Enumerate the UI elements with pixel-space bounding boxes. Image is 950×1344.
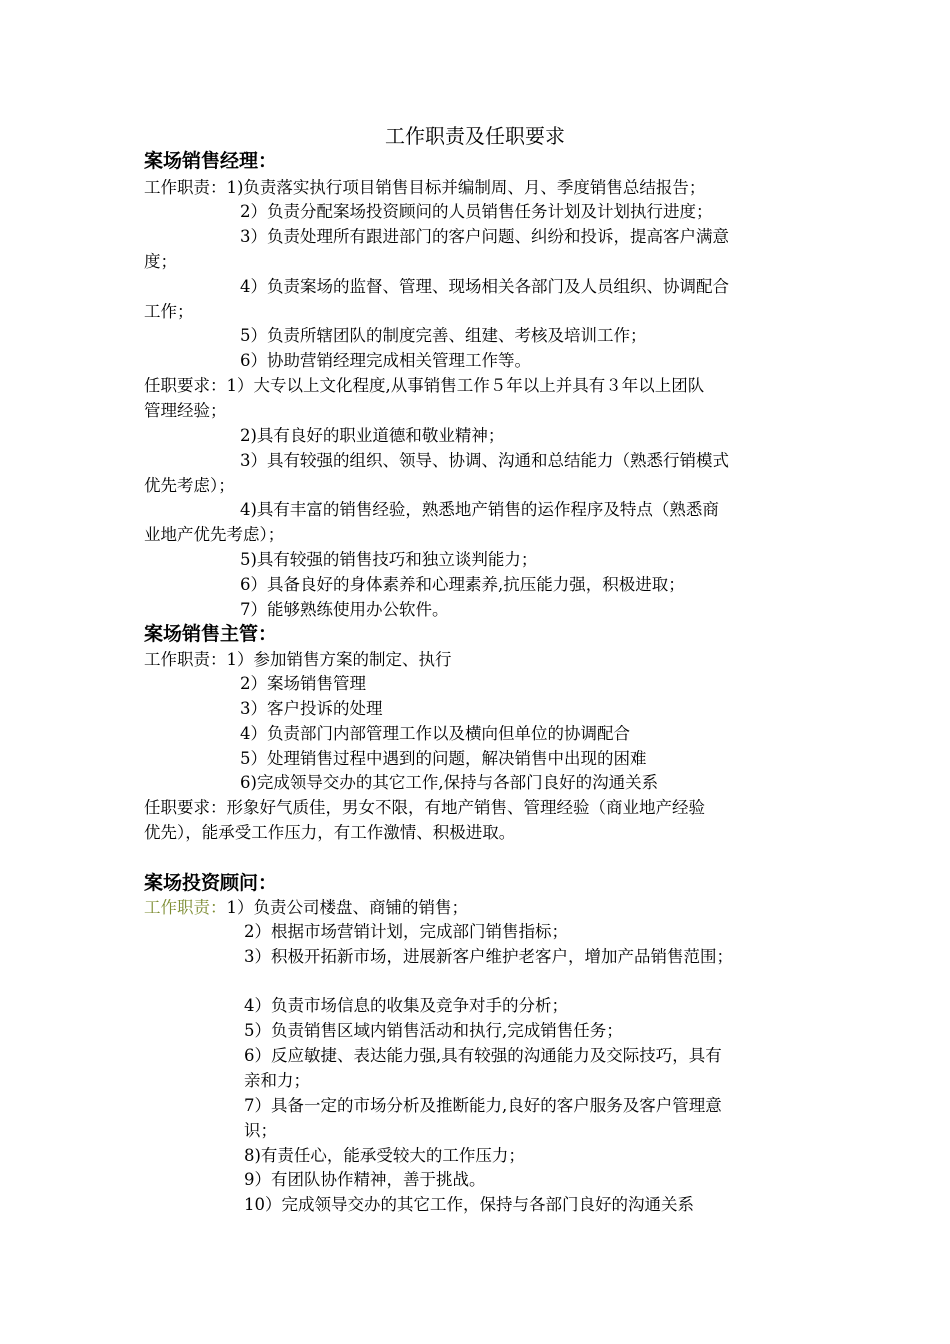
section-heading-consultant: 案场投资顾问：	[144, 872, 278, 894]
consultant-duty-line: 亲和力；	[244, 1071, 310, 1090]
consultant-duty-label: 工作职责：	[144, 898, 227, 917]
manager-duty-line: 2）负责分配案场投资顾问的人员销售任务计划及计划执行进度；	[240, 202, 713, 221]
manager-requirement-line: 优先考虑）；	[144, 476, 235, 495]
section-heading-supervisor: 案场销售主管：	[144, 623, 278, 645]
manager-duty-line: 3）负责处理所有跟进部门的客户问题、纠纷和投诉，提高客户满意	[240, 227, 729, 246]
manager-requirement-line: 管理经验；	[144, 401, 227, 420]
manager-duty-line: 5）负责所辖团队的制度完善、组建、考核及培训工作；	[240, 326, 647, 345]
consultant-duty-line: 3）积极开拓新市场，进展新客户维护老客户，增加产品销售范围；	[244, 947, 733, 966]
consultant-duty-first: 1）负责公司楼盘、商铺的销售；	[226, 898, 468, 917]
document-title: 工作职责及任职要求	[385, 124, 565, 148]
consultant-duty-line: 10）完成领导交办的其它工作，保持与各部门良好的沟通关系	[244, 1195, 694, 1214]
manager-duty-line: 4）负责案场的监督、管理、现场相关各部门及人员组织、协调配合	[240, 277, 729, 296]
consultant-duty-line: 2）根据市场营销计划，完成部门销售指标；	[244, 922, 568, 941]
supervisor-requirement-line: 优先），能承受工作压力，有工作激情、积极进取。	[144, 823, 516, 842]
consultant-duty-line: 4）负责市场信息的收集及竞争对手的分析；	[244, 996, 568, 1015]
consultant-duty-line: 5）负责销售区域内销售活动和执行,完成销售任务；	[244, 1021, 623, 1040]
manager-requirement-line: 6）具备良好的身体素养和心理素养,抗压能力强，积极进取；	[240, 575, 685, 594]
consultant-duty-line: 9）有团队协作精神，善于挑战。	[244, 1170, 486, 1189]
supervisor-requirement-line: 任职要求：形象好气质佳，男女不限，有地产销售、管理经验（商业地产经验	[144, 798, 705, 817]
manager-duty-line: 工作；	[144, 302, 194, 321]
manager-duty-line: 度；	[144, 252, 177, 271]
consultant-duty-line: 8)有责任心，能承受较大的工作压力；	[244, 1146, 525, 1165]
supervisor-duty-line: 3）客户投诉的处理	[240, 699, 383, 718]
manager-requirement-line: 2)具有良好的职业道德和敬业精神；	[240, 426, 505, 445]
supervisor-duty-line: 6)完成领导交办的其它工作,保持与各部门良好的沟通关系	[240, 773, 659, 792]
manager-duty-line: 6）协助营销经理完成相关管理工作等。	[240, 351, 531, 370]
manager-requirement-line: 任职要求：1）大专以上文化程度,从事销售工作５年以上并具有３年以上团队	[144, 376, 705, 395]
section-heading-manager: 案场销售经理：	[144, 150, 278, 172]
manager-requirement-line: 3）具有较强的组织、领导、协调、沟通和总结能力（熟悉行销模式	[240, 451, 729, 470]
manager-requirement-line: 4)具有丰富的销售经验，熟悉地产销售的运作程序及特点（熟悉商	[240, 500, 719, 519]
manager-duty-line: 工作职责：1)负责落实执行项目销售目标并编制周、月、季度销售总结报告；	[144, 178, 706, 197]
supervisor-duty-line: 4）负责部门内部管理工作以及横向但单位的协调配合	[240, 724, 630, 743]
consultant-duty-line	[144, 896, 468, 920]
consultant-duty-line: 6）反应敏捷、表达能力强,具有较强的沟通能力及交际技巧，具有	[244, 1046, 722, 1065]
supervisor-duty-line: 2）案场销售管理	[240, 674, 366, 693]
manager-requirement-line: 7）能够熟练使用办公软件。	[240, 600, 449, 619]
consultant-duty-line: 7）具备一定的市场分析及推断能力,良好的客户服务及客户管理意	[244, 1096, 722, 1115]
manager-requirement-line: 5)具有较强的销售技巧和独立谈判能力；	[240, 550, 538, 569]
supervisor-duty-line: 5）处理销售过程中遇到的问题，解决销售中出现的困难	[240, 749, 647, 768]
manager-requirement-line: 业地产优先考虑）；	[144, 525, 285, 544]
supervisor-duty-line: 工作职责：1）参加销售方案的制定、执行	[144, 650, 452, 669]
consultant-duty-line: 识；	[244, 1121, 277, 1140]
